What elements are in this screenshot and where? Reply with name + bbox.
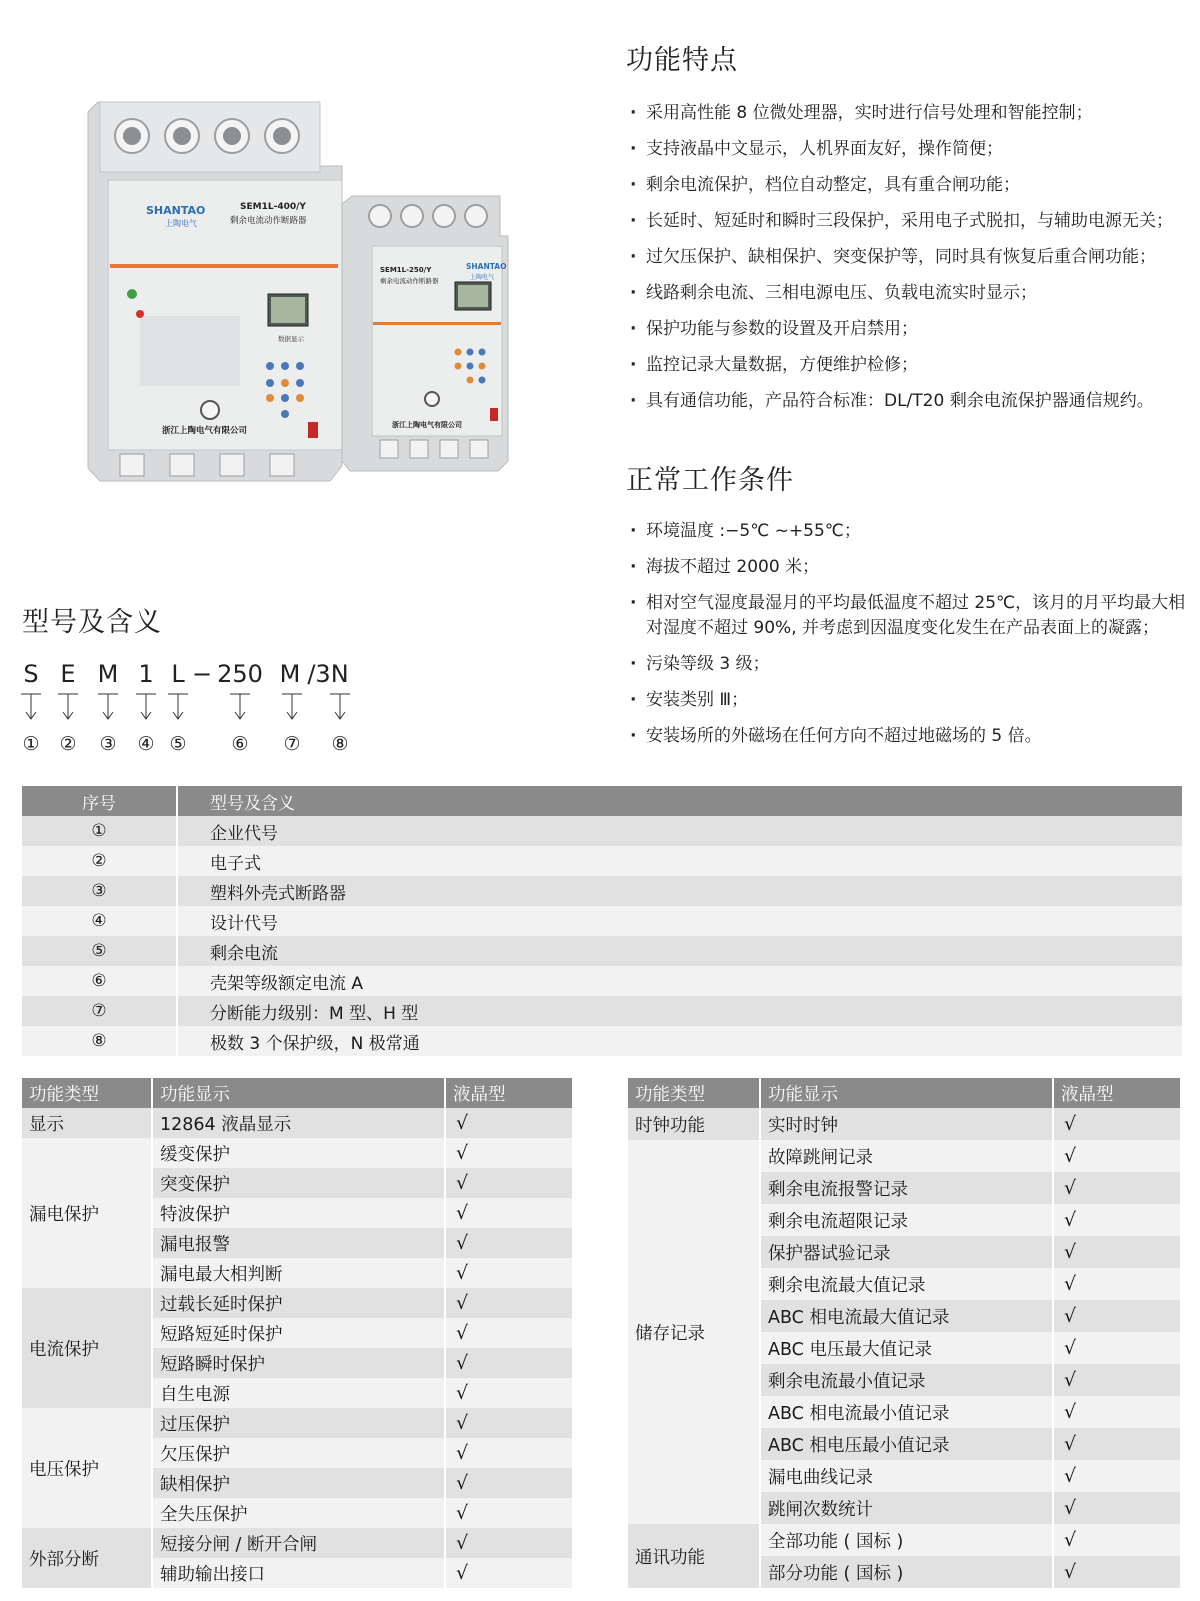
table-header-row [22, 786, 1182, 816]
brand-cn-small: 上陶电气 [470, 274, 495, 281]
function-display-cell: 剩余电流最大值记录 [760, 1268, 1053, 1300]
feature-item: · 保护功能与参数的设置及开启禁用； [626, 317, 1188, 342]
function-display-cell: ABC 相电流最大值记录 [760, 1300, 1053, 1332]
function-display-cell: 过压保护 [152, 1408, 445, 1438]
row-number: ⑧ [22, 1026, 177, 1056]
model-code-title: 型号及含义 [22, 607, 162, 638]
check-mark-icon: √ [445, 1258, 573, 1288]
check-mark-icon: √ [445, 1378, 573, 1408]
check-mark-icon: √ [1053, 1332, 1181, 1364]
table-row [628, 1140, 1181, 1172]
column-header: 功能类型 [22, 1078, 152, 1108]
check-mark-icon: √ [445, 1108, 573, 1138]
function-display-cell: 保护器试验记录 [760, 1236, 1053, 1268]
function-type-cell: 漏电保护 [22, 1138, 152, 1288]
function-display-cell: 过载长延时保护 [152, 1288, 445, 1318]
function-display-cell: 全部功能 ( 国标 ) [760, 1524, 1053, 1556]
table-row [22, 1108, 573, 1138]
row-meaning: 电子式 [177, 846, 1182, 876]
down-arrow-icon [166, 692, 190, 722]
feature-item: · 具有通信功能，产品符合标准：DL/T20 剩余电流保护器通信规约。 [626, 389, 1188, 414]
feature-item: · 过欠压保护、缺相保护、突变保护等，同时具有恢复后重合闸功能； [626, 245, 1188, 270]
code-number: ⑦ [283, 733, 301, 755]
function-display-cell: 跳闸次数统计 [760, 1492, 1053, 1524]
function-table-left-body [22, 1108, 573, 1588]
table-row [22, 966, 1182, 996]
check-mark-icon: √ [1053, 1364, 1181, 1396]
code-number: ① [22, 733, 40, 755]
function-type-cell: 电流保护 [22, 1288, 152, 1408]
conditions-title: 正常工作条件 [626, 465, 794, 496]
model-label-large: SEM1L-400/Y [240, 202, 306, 212]
condition-item: · 环境温度 :−5℃ ~+55℃； [626, 519, 1188, 544]
check-mark-icon: √ [445, 1318, 573, 1348]
maker-label-small: 浙江上陶电气有限公司 [392, 421, 462, 429]
function-display-cell: 漏电曲线记录 [760, 1460, 1053, 1492]
maker-label-large: 浙江上陶电气有限公司 [162, 426, 248, 436]
row-meaning: 分断能力级别：M 型、H 型 [177, 996, 1182, 1026]
table-row [22, 876, 1182, 906]
check-mark-icon: √ [445, 1468, 573, 1498]
row-number: ⑤ [22, 936, 177, 966]
function-display-cell: 短接分闸 / 断开合闸 [152, 1528, 445, 1558]
code-number: ③ [99, 733, 117, 755]
function-display-cell: 短路短延时保护 [152, 1318, 445, 1348]
code-number: ⑥ [231, 733, 249, 755]
code-char: 1 [138, 660, 154, 688]
table-row [628, 1524, 1181, 1556]
function-display-cell: 漏电最大相判断 [152, 1258, 445, 1288]
check-mark-icon: √ [445, 1408, 573, 1438]
check-mark-icon: √ [1053, 1172, 1181, 1204]
function-type-cell: 外部分断 [22, 1528, 152, 1588]
table-row [22, 1288, 573, 1318]
table-row [22, 906, 1182, 936]
down-arrow-icon [134, 692, 158, 722]
function-type-cell: 时钟功能 [628, 1108, 760, 1140]
feature-item: · 长延时、短延时和瞬时三段保护，采用电子式脱扣，与辅助电源无关； [626, 209, 1188, 234]
function-type-cell: 通讯功能 [628, 1524, 760, 1588]
function-type-cell: 显示 [22, 1108, 152, 1138]
table-row [22, 816, 1182, 846]
check-mark-icon: √ [445, 1168, 573, 1198]
column-header: 功能显示 [152, 1078, 445, 1108]
model-label-small: SEM1L-250/Y [380, 266, 432, 274]
code-char: 250 [217, 660, 263, 688]
function-table-right [628, 1078, 1182, 1588]
code-char: /3N [307, 660, 349, 688]
function-display-cell: 缺相保护 [152, 1468, 445, 1498]
row-number: ⑥ [22, 966, 177, 996]
condition-item: · 安装类别 Ⅲ； [626, 688, 1188, 713]
function-display-cell: 全失压保护 [152, 1498, 445, 1528]
check-mark-icon: √ [445, 1348, 573, 1378]
check-mark-icon: √ [1053, 1492, 1181, 1524]
name-label-small: 剩余电流动作断路器 [380, 277, 439, 285]
check-mark-icon: √ [1053, 1140, 1181, 1172]
function-display-cell: 短路瞬时保护 [152, 1348, 445, 1378]
check-mark-icon: √ [1053, 1396, 1181, 1428]
feature-item: · 采用高性能 8 位微处理器，实时进行信号处理和智能控制； [626, 101, 1188, 126]
function-display-cell: ABC 相电压最小值记录 [760, 1428, 1053, 1460]
check-mark-icon: √ [1053, 1268, 1181, 1300]
condition-item: · 安装场所的外磁场在任何方向不超过地磁场的 5 倍。 [626, 724, 1188, 749]
condition-item: · 相对空气湿度最湿月的平均最低温度不超过 25℃，该月的月平均最大相对湿度不超过 90%, 并考虑到因温度变化发生在产品表面上的凝露； [626, 591, 1188, 641]
brand-cn-large: 上陶电气 [165, 219, 197, 228]
check-mark-icon: √ [445, 1138, 573, 1168]
code-number: ④ [137, 733, 155, 755]
feature-item: · 剩余电流保护，档位自动整定，具有重合闸功能； [626, 173, 1188, 198]
function-display-cell: 漏电报警 [152, 1228, 445, 1258]
condition-item: · 海拔不超过 2000 米； [626, 555, 1188, 580]
function-display-cell: 自生电源 [152, 1378, 445, 1408]
feature-item: · 线路剩余电流、三相电源电压、负载电流实时显示； [626, 281, 1188, 306]
code-char: M [97, 660, 119, 688]
table-row [22, 1408, 573, 1438]
table-header-row [22, 1078, 573, 1108]
function-display-cell: 欠压保护 [152, 1438, 445, 1468]
down-arrow-icon [228, 692, 252, 722]
function-display-cell: 部分功能 ( 国标 ) [760, 1556, 1053, 1588]
check-mark-icon: √ [1053, 1556, 1181, 1588]
display-label-large: 数据显示 [278, 335, 304, 343]
code-char: M [279, 660, 301, 688]
table-row [22, 936, 1182, 966]
table-row [22, 846, 1182, 876]
check-mark-icon: √ [445, 1288, 573, 1318]
condition-item: · 污染等级 3 级； [626, 652, 1188, 677]
row-meaning: 极数 3 个保护级，N 极常通 [177, 1026, 1182, 1056]
table-row [628, 1108, 1181, 1140]
down-arrow-icon [328, 692, 352, 722]
row-meaning: 塑料外壳式断路器 [177, 876, 1182, 906]
check-mark-icon: √ [1053, 1108, 1181, 1140]
row-number: ② [22, 846, 177, 876]
function-display-cell: 剩余电流报警记录 [760, 1172, 1053, 1204]
column-header: 型号及含义 [177, 786, 1182, 816]
check-mark-icon: √ [445, 1528, 573, 1558]
row-meaning: 剩余电流 [177, 936, 1182, 966]
model-table-body [22, 816, 1182, 1056]
function-display-cell: 特波保护 [152, 1198, 445, 1228]
feature-item: · 支持液晶中文显示，人机界面友好，操作简便； [626, 137, 1188, 162]
code-char: L [171, 660, 185, 688]
product-photo [80, 96, 520, 496]
column-header: 功能类型 [628, 1078, 760, 1108]
function-type-cell: 电压保护 [22, 1408, 152, 1528]
brand-logo-small: SHANTAO [466, 262, 507, 271]
check-mark-icon: √ [445, 1498, 573, 1528]
row-number: ③ [22, 876, 177, 906]
table-row [22, 996, 1182, 1026]
model-code [0, 660, 400, 692]
code-number: ⑧ [331, 733, 349, 755]
row-number: ⑦ [22, 996, 177, 1026]
function-display-cell: 实时时钟 [760, 1108, 1053, 1140]
function-display-cell: 突变保护 [152, 1168, 445, 1198]
table-header-row [628, 1078, 1181, 1108]
table-row [22, 1138, 573, 1168]
column-header: 液晶型 [445, 1078, 573, 1108]
table-row [22, 1026, 1182, 1056]
code-char: S [23, 660, 39, 688]
down-arrow-icon [19, 692, 43, 722]
function-table-left [22, 1078, 574, 1588]
function-display-cell: 辅助输出接口 [152, 1558, 445, 1588]
check-mark-icon: √ [1053, 1300, 1181, 1332]
check-mark-icon: √ [445, 1438, 573, 1468]
check-mark-icon: √ [1053, 1236, 1181, 1268]
function-display-cell: 缓变保护 [152, 1138, 445, 1168]
function-display-cell: ABC 相电流最小值记录 [760, 1396, 1053, 1428]
features-list [626, 101, 1188, 425]
code-number: ⑤ [169, 733, 187, 755]
function-type-cell: 储存记录 [628, 1140, 760, 1524]
down-arrow-icon [280, 692, 304, 722]
code-number: ② [59, 733, 77, 755]
conditions-list [626, 519, 1188, 760]
check-mark-icon: √ [1053, 1428, 1181, 1460]
feature-item: · 监控记录大量数据，方便维护检修； [626, 353, 1188, 378]
name-label-large: 剩余电流动作断路器 [230, 216, 307, 226]
check-mark-icon: √ [445, 1198, 573, 1228]
brand-logo-large: SHANTAO [146, 204, 206, 217]
function-display-cell: 剩余电流最小值记录 [760, 1364, 1053, 1396]
down-arrow-icon [56, 692, 80, 722]
row-meaning: 企业代号 [177, 816, 1182, 846]
check-mark-icon: √ [1053, 1460, 1181, 1492]
function-table-right-body [628, 1108, 1181, 1588]
column-header: 液晶型 [1053, 1078, 1181, 1108]
function-display-cell: 12864 液晶显示 [152, 1108, 445, 1138]
row-number: ① [22, 816, 177, 846]
column-header: 序号 [22, 786, 177, 816]
code-char: − [191, 660, 213, 688]
function-display-cell: ABC 电压最大值记录 [760, 1332, 1053, 1364]
model-meaning-table [22, 786, 1182, 1056]
function-display-cell: 剩余电流超限记录 [760, 1204, 1053, 1236]
code-char: E [60, 660, 76, 688]
check-mark-icon: √ [1053, 1524, 1181, 1556]
table-row [22, 1528, 573, 1558]
row-number: ④ [22, 906, 177, 936]
check-mark-icon: √ [1053, 1204, 1181, 1236]
check-mark-icon: √ [445, 1228, 573, 1258]
function-display-cell: 故障跳闸记录 [760, 1140, 1053, 1172]
check-mark-icon: √ [445, 1558, 573, 1588]
features-title: 功能特点 [626, 45, 738, 76]
down-arrow-icon [96, 692, 120, 722]
row-meaning: 壳架等级额定电流 A [177, 966, 1182, 996]
row-meaning: 设计代号 [177, 906, 1182, 936]
column-header: 功能显示 [760, 1078, 1053, 1108]
